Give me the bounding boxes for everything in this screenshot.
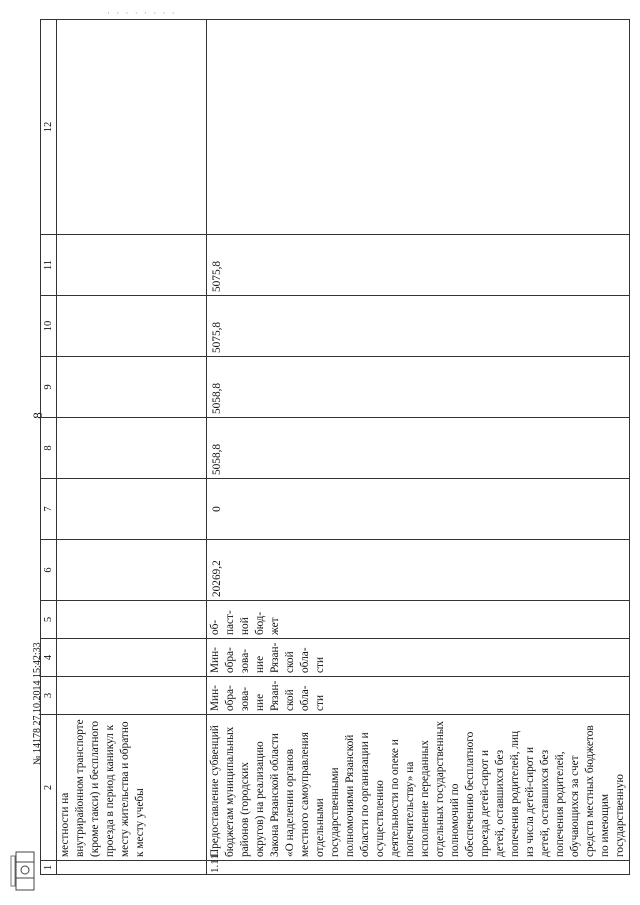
col-header-5: 5 xyxy=(41,601,57,639)
cell-index xyxy=(57,861,207,875)
cell-year-4: 5075,8 xyxy=(207,296,630,357)
col-header-1: 1 xyxy=(41,861,57,875)
table-row xyxy=(207,20,630,875)
col-header-7: 7 xyxy=(41,479,57,540)
cell-description: Предоставление субвенций бюджетам муниципальных районов (городских округов) на реализацию Закона Рязанской области «О наделении органов местного самоуправления отдельными государственными полномочиями Рязанской области по организации и осуществлению деятельности по опеке и попечительству» на исполнение переданных отдельных государственных полномочий по обеспечению бесплатного проезда детей-сирот и детей, оставшихся без попечения родителей, лиц из числа детей-сирот и детей, оставшихся без попечения родителей, обучающихся за счет средств местных бюджетов по имеющим государственную xyxy=(207,715,630,861)
seal-stamp-icon xyxy=(10,848,40,894)
registration-stamp: № 14178 27.10.2014 15:42:33 xyxy=(32,642,43,765)
col-header-2: 2 xyxy=(41,715,57,861)
cell-description: местности на внутрирайонном транспорте (кроме такси) и бесплатного проезда в период каникул к месту жительства и обратно к месту учебы xyxy=(57,715,207,861)
page-number: 8 xyxy=(29,412,45,419)
col-header-12: 12 xyxy=(41,20,57,235)
scan-artifact: · · · · · · · · xyxy=(107,8,177,18)
cell-index: 1.11. xyxy=(207,861,630,875)
col-header-6: 6 xyxy=(41,540,57,601)
rotated-table-block xyxy=(40,20,626,875)
col-header-3: 3 xyxy=(41,677,57,715)
cell-year-2: 5058,8 xyxy=(207,418,630,479)
col-header-8: 8 xyxy=(41,418,57,479)
cell-year-3: 5058,8 xyxy=(207,357,630,418)
table-row xyxy=(57,20,207,875)
program-table xyxy=(40,19,630,875)
cell-total: 20269,2 xyxy=(207,540,630,601)
col-header-11: 11 xyxy=(41,235,57,296)
cell-result xyxy=(207,20,630,235)
cell-responsible: Мин-обра-зова-ние Рязан-ской обла-сти xyxy=(207,677,630,715)
cell-year-5: 5075,8 xyxy=(207,235,630,296)
cell-year-1: 0 xyxy=(207,479,630,540)
cell-executor: Мин-обра-зова-ние Рязан-ской обла-сти xyxy=(207,639,630,677)
col-header-4: 4 xyxy=(41,639,57,677)
cell-funding-source: об-паст-ной бюд-жет xyxy=(207,601,630,639)
col-header-9: 9 xyxy=(41,357,57,418)
col-header-10: 10 xyxy=(41,296,57,357)
